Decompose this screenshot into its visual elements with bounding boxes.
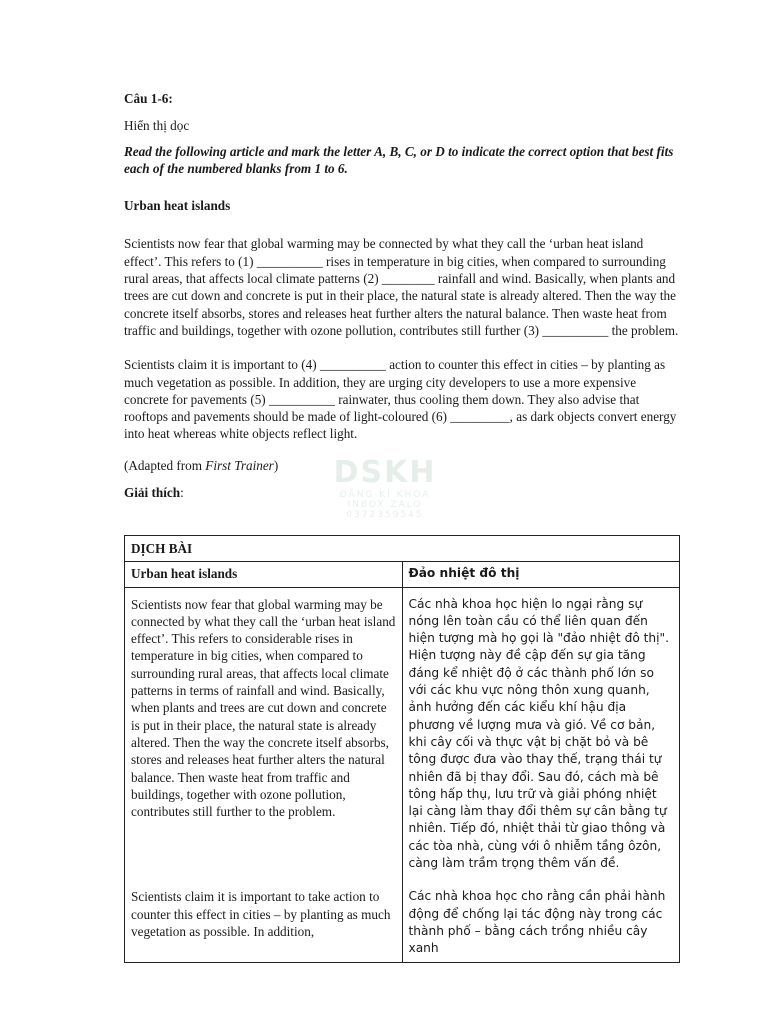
source-suffix: ): [273, 457, 279, 473]
article-paragraph-1: Scientists now fear that global warming may be connected by what they call the ‘urban heat island effect’. This refers to (1) __________ rises in temperature in big cities, when compared to surrounding rural areas, that affects local climate patterns (2) ________ rainfall and wind. Basically, when plants and trees are cut down and concrete is put in their place, the natural state is already altered. Then the way the concrete itself absorbs, stores and releases heat further alters the natural balance. Then waste heat from traffic and buildings, together with ozone pollution, contributes still further (3) __________ the problem.: [124, 236, 679, 338]
source-title: First Trainer: [205, 457, 274, 473]
display-mode-label: Hiển thị dọc: [124, 118, 190, 134]
english-column-title: Urban heat islands: [125, 562, 403, 587]
translation-table-header: DỊCH BÀI: [125, 536, 680, 562]
source-prefix: (Adapted from: [124, 457, 206, 473]
watermark-logo-text: DSKH: [333, 455, 437, 490]
explanation-label-text: Giải thích: [124, 485, 181, 501]
article-source: [124, 457, 680, 474]
vietnamese-column-title: Đảo nhiệt đô thị: [402, 562, 680, 587]
article-paragraph-2: Scientists claim it is important to (4) __________ action to counter this effect in cities – by planting as much vegetation as possible. In addition, they are urging city developers to use a more expensive concrete for pavements (5) __________ rainwater, thus cooling them down. They also advise that rooftops and pavements should be made of light-coloured (6) _________, as dark objects convert energy into heat whereas white objects reflect light.: [124, 357, 677, 442]
watermark-line: INBOX ZALO: [347, 500, 423, 510]
explanation-label: [124, 484, 680, 501]
article-title: Urban heat islands: [124, 198, 231, 214]
translation-table: [124, 535, 680, 963]
english-paragraph-1: Scientists now fear that global warming may be connected by what they call the ‘urban heat island effect’. This refers to considerable rises in temperature in big cities, when compared to surrounding rural areas, that affects local climate patterns in terms of rainfall and wind. Basically, when plants and trees are cut down and concrete is put in their place, the natural state is already altered. Then the way the concrete itself absorbs, stores and releases heat further alters the natural balance. Then waste heat from traffic and buildings, together with ozone pollution, contributes still further to the problem.: [125, 587, 403, 876]
watermark-line: 0372359545: [346, 510, 424, 520]
document-page: [124, 90, 680, 501]
vietnamese-paragraph-1: Các nhà khoa học hiện lo ngại rằng sự nóng lên toàn cầu có thể liên quan đến hiện tượng mà họ gọi là "đảo nhiệt đô thị". Hiện tượng này đề cập đến sự gia tăng đáng kể nhiệt độ ở các thành phố lớn so với các khu vực nông thôn xung quanh, ảnh hưởng đến các kiểu khí hậu địa phương về lượng mưa và gió. Về cơ bản, khi cây cối và thực vật bị chặt bỏ và bê tông được đưa vào thay thế, trạng thái tự nhiên đã bị thay đổi. Sau đó, cách mà bê tông hấp thụ, lưu trữ và giải phóng nhiệt lại càng làm thay đổi thêm sự cân bằng tự nhiên. Tiếp đó, nhiệt thải từ giao thông và các tòa nhà, cùng với ô nhiễm tầng ôzôn, càng làm trầm trọng thêm vấn đề.: [402, 587, 680, 876]
question-instruction: Read the following article and mark the letter A, B, C, or D to indicate the correct option that best fits each of the numbered blanks from 1 to 6.: [124, 143, 674, 176]
explanation-colon: :: [180, 485, 184, 501]
english-paragraph-2: Scientists claim it is important to take action to counter this effect in cities – by planting as much vegetation as possible. In addition,: [125, 876, 403, 962]
watermark-line: ĐĂNG KÍ KHÓA: [339, 490, 431, 500]
question-label: Câu 1-6:: [124, 91, 173, 106]
vietnamese-paragraph-2: Các nhà khoa học cho rằng cần phải hành động để chống lại tác động này trong các thành phố – bằng cách trồng nhiều cây xanh: [402, 876, 680, 962]
